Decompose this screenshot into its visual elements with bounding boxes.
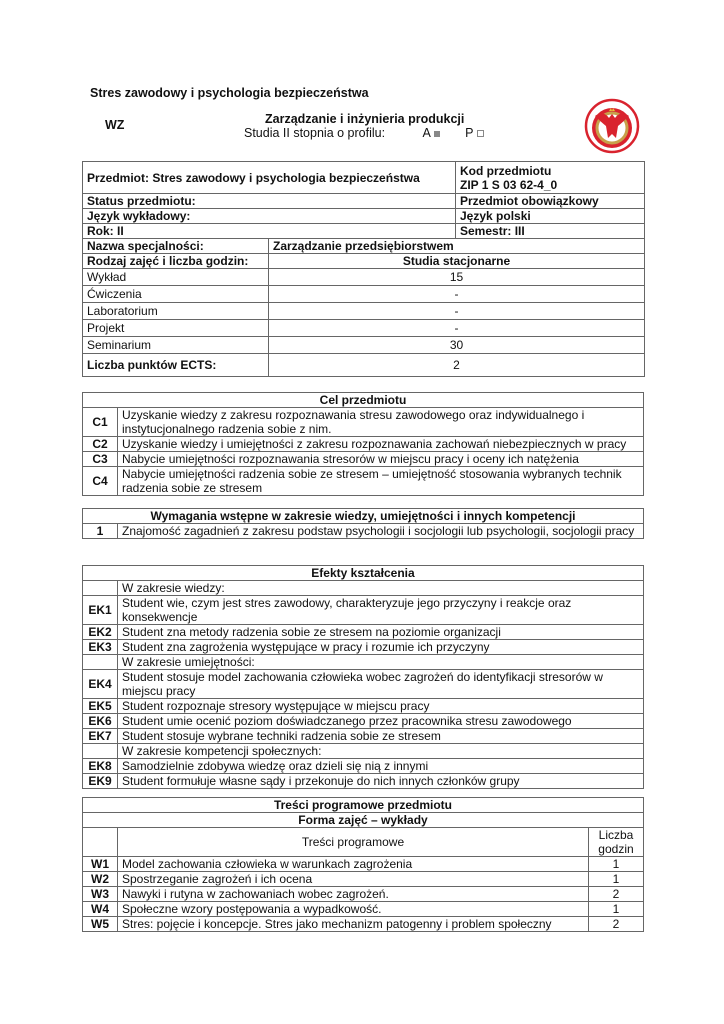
- hours-row: Wykład 15: [83, 269, 645, 286]
- unchecked-box-icon: [477, 130, 484, 137]
- program-row: W3 Nawyki i rutyna w zachowaniach wobec zagrożeń. 2: [83, 887, 644, 902]
- language-value: Język polski: [456, 209, 645, 224]
- outcome-row: EK5 Student rozpoznaje stresory występujące w miejscu pracy: [83, 699, 644, 714]
- goal-row: C1 Uzyskanie wiedzy z zakresu rozpoznawania stresu zawodowego oraz indywidualnego i instytucjonalnego radzenia sobie z nim.: [83, 408, 644, 437]
- semester: Semestr: III: [456, 224, 645, 239]
- program-title: Treści programowe przedmiotu: [83, 798, 644, 813]
- outcomes-table: [82, 565, 644, 789]
- outcome-row: EK2 Student zna metody radzenia sobie ze stresem na poziomie organizacji: [83, 625, 644, 640]
- language-label: Język wykładowy:: [83, 209, 456, 224]
- subject-name: Przedmiot: Stres zawodowy i psychologia bezpieczeństwa: [83, 162, 456, 194]
- outcome-row: EK9 Student formułuje własne sądy i przekonuje do nich innych członków grupy: [83, 774, 644, 789]
- faculty-code: WZ: [105, 118, 125, 132]
- outcome-row: EK6 Student umie ocenić poziom doświadczanego przez pracownika stresu zawodowego: [83, 714, 644, 729]
- requirements-title: Wymagania wstępne w zakresie wiedzy, umiejętności i innych kompetencji: [83, 509, 644, 524]
- program-row: W1 Model zachowania człowieka w warunkach zagrożenia 1: [83, 857, 644, 872]
- hours-row: Seminarium 30: [83, 337, 645, 354]
- hours-row: Laboratorium -: [83, 303, 645, 320]
- requirement-row: 1 Znajomość zagadnień z zakresu podstaw psychologii i socjologii lub psychologii, socjologii pracy: [83, 524, 644, 539]
- col-hours-header: Liczba godzin: [588, 828, 643, 857]
- outcome-row: EK8 Samodzielnie zdobywa wiedzę oraz dzieli się nią z innymi: [83, 759, 644, 774]
- hours-label: Rodzaj zajęć i liczba godzin:: [83, 254, 269, 269]
- ects-label: Liczba punktów ECTS:: [83, 354, 269, 377]
- outcome-row: W zakresie kompetencji społecznych:: [83, 744, 644, 759]
- checked-box-icon: [434, 131, 440, 137]
- status-value: Przedmiot obowiązkowy: [456, 194, 645, 209]
- year: Rok: II: [83, 224, 456, 239]
- outcome-row: W zakresie umiejętności:: [83, 655, 644, 670]
- col-content-header: Treści programowe: [118, 828, 589, 857]
- outcome-row: EK7 Student stosuje wybrane techniki radzenia sobie ze stresem: [83, 729, 644, 744]
- profile-p: P: [465, 126, 484, 140]
- document-title: Stres zawodowy i psychologia bezpieczeństwa: [90, 86, 369, 100]
- profile-a: A: [423, 126, 440, 140]
- specialty-value: Zarządzanie przedsiębiorstwem: [269, 239, 645, 254]
- profile-label: Studia II stopnia o profilu:: [244, 126, 386, 140]
- outcome-row: EK3 Student zna zagrożenia występujące w pracy i rozumie ich przyczyny: [83, 640, 644, 655]
- outcomes-title: Efekty kształcenia: [83, 566, 644, 581]
- goal-row: C3 Nabycie umiejętności rozpoznawania stresorów w miejscu pracy i oceny ich natężenia: [83, 452, 644, 467]
- field-of-study: Zarządzanie i inżynieria produkcji: [265, 112, 465, 126]
- hours-row: Ćwiczenia -: [83, 286, 645, 303]
- program-row: W2 Spostrzeganie zagrożeń i ich ocena 1: [83, 872, 644, 887]
- goals-table: [82, 392, 644, 496]
- program-row: W4 Społeczne wzory postępowania a wypadkowość. 1: [83, 902, 644, 917]
- requirements-table: [82, 508, 644, 539]
- outcome-row: EK4 Student stosuje model zachowania człowieka wobec zagrożeń do identyfikacji stresorów w miejscu pracy: [83, 670, 644, 699]
- status-label: Status przedmiotu:: [83, 194, 456, 209]
- goal-row: C2 Uzyskanie wiedzy i umiejętności z zakresu rozpoznawania zachowań niebezpiecznych w pracy: [83, 437, 644, 452]
- goals-title: Cel przedmiotu: [83, 393, 644, 408]
- program-table: [82, 797, 644, 932]
- university-seal-logo: [583, 98, 641, 154]
- goal-row: C4 Nabycie umiejętności radzenia sobie ze stresem – umiejętność stosowania wybranych technik radzenia sobie ze stresem: [83, 467, 644, 496]
- course-info-table: [82, 161, 645, 377]
- hours-row: Projekt -: [83, 320, 645, 337]
- program-row: W5 Stres: pojęcie i koncepcje. Stres jako mechanizm patogenny i problem społeczny 2: [83, 917, 644, 932]
- profile-line: [244, 126, 484, 140]
- program-form: Forma zajęć – wykłady: [83, 813, 644, 828]
- study-mode: Studia stacjonarne: [269, 254, 645, 269]
- outcome-row: EK1 Student wie, czym jest stres zawodowy, charakteryzuje jego przyczyny i reakcje oraz konsekwencje: [83, 596, 644, 625]
- specialty-label: Nazwa specjalności:: [83, 239, 269, 254]
- course-code: ZIP 1 S 03 62-4_0: [460, 177, 558, 192]
- ects-value: 2: [269, 354, 645, 377]
- outcome-row: W zakresie wiedzy:: [83, 581, 644, 596]
- course-code-cell: Kod przedmiotu ZIP 1 S 03 62-4_0: [456, 162, 645, 194]
